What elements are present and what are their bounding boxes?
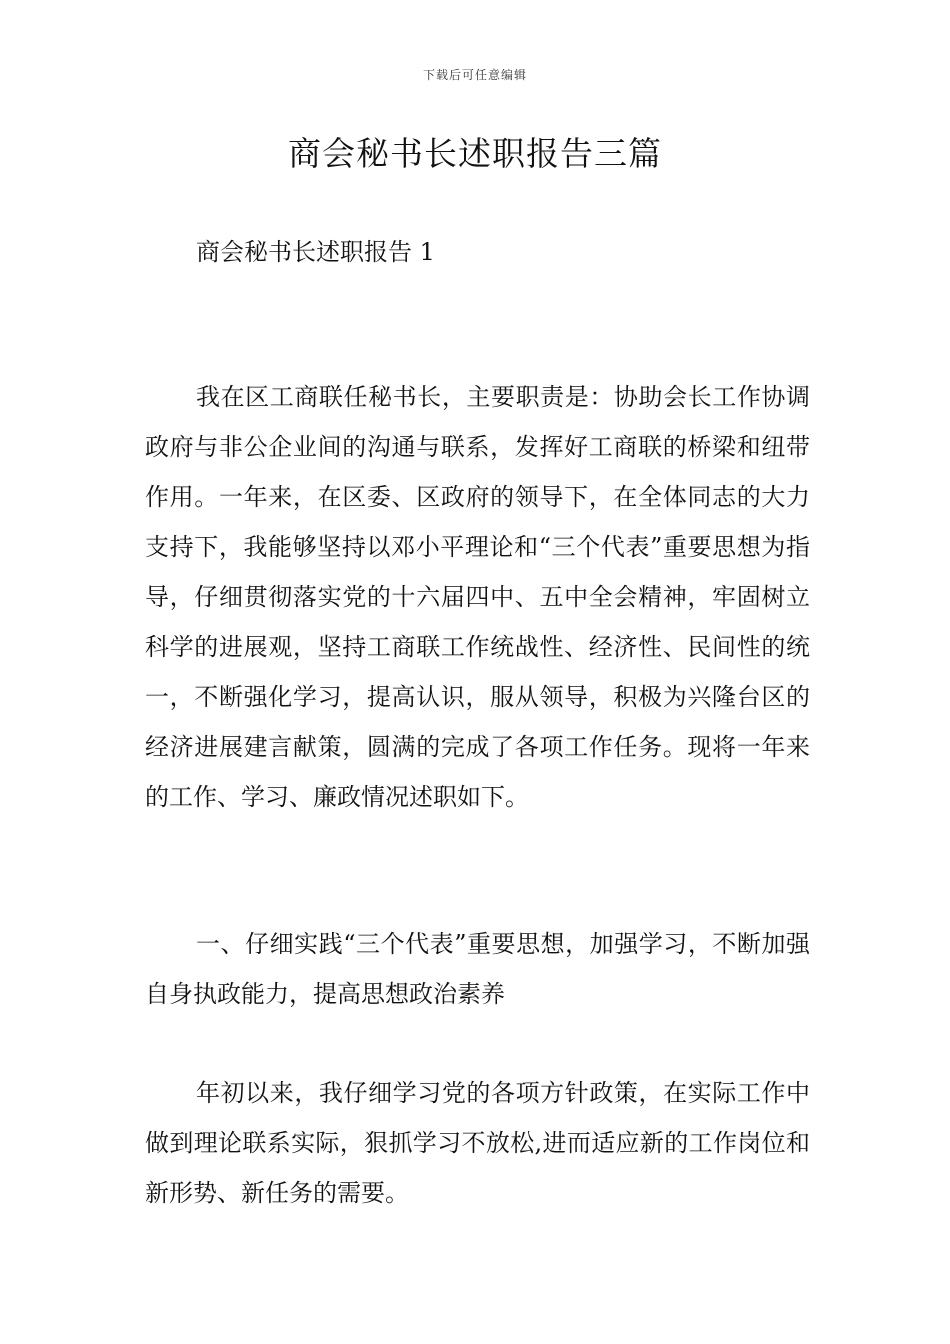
body-paragraph: 我在区工商联任秘书长，主要职责是：协助会长工作协调政府与非公企业间的沟通与联系，发挥好工商联的桥梁和纽带作用。一年来，在区委、区政府的领导下，在全体同志的大力支持下，我能够坚持以邓小平理论和“三个代表”重要思想为指导，仔细贯彻落实党的十六届四中、五中全会精神，牢固树立科学的进展观，坚持工商联工作统战性、经济性、民间性的统一，不断强化学习，提高认识，服从领导，积极为兴隆台区的经济进展建言献策，圆满的完成了各项工作任务。现将一年来的工作、学习、廉政情况述职如下。: [145, 383, 810, 811]
section-heading: 商会秘书长述职报告 1: [196, 238, 435, 266]
body-paragraph-subheading: 一、仔细实践“三个代表”重要思想，加强学习，不断加强自身执政能力，提高思想政治素养: [145, 930, 810, 1008]
header-note: 下载后可任意编辑: [422, 68, 527, 82]
body-paragraph: 年初以来，我仔细学习党的各项方针政策，在实际工作中做到理论联系实际，狠抓学习不放松,进而适应新的工作岗位和新形势、新任务的需要。: [145, 1079, 810, 1207]
document-title: 商会秘书长述职报告三篇: [288, 134, 662, 173]
